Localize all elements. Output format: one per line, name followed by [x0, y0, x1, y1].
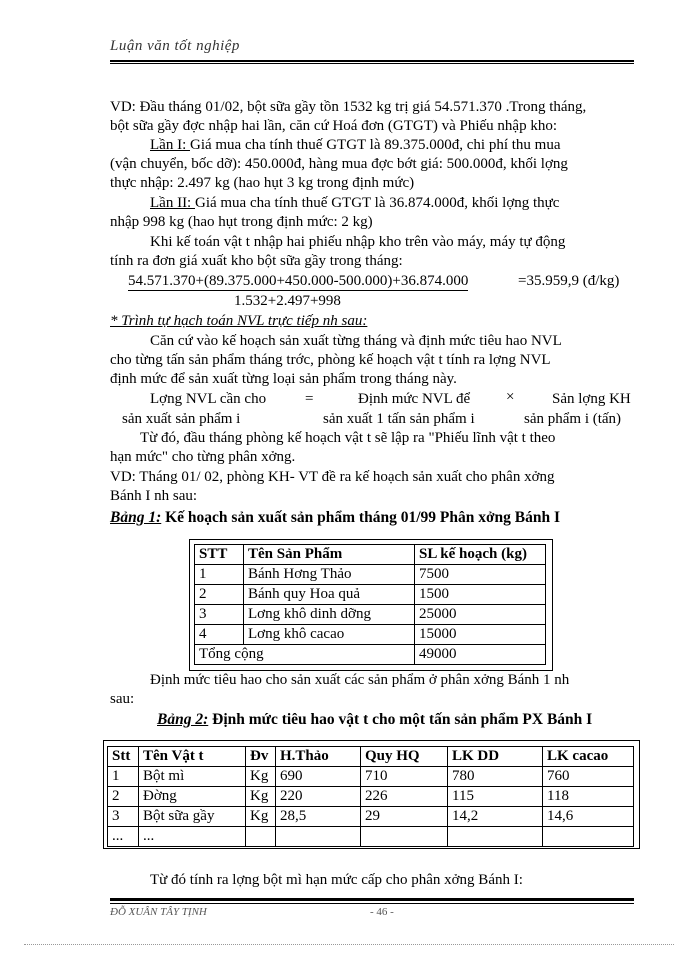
table2-cell: 14,2	[448, 807, 543, 827]
formula-numerator: 54.571.370+(89.375.000+450.000-500.000)+36.874.000	[128, 273, 469, 289]
table2-cell: 118	[543, 787, 634, 807]
table2-cell: 14,6	[543, 807, 634, 827]
table2-cell: Bột mì	[139, 767, 246, 787]
table2-header: Quy HQ	[361, 747, 448, 767]
page-number: - 46 -	[370, 906, 394, 918]
para-line: tính ra đơn giá xuất kho bột sữa gầy trong tháng:	[110, 253, 403, 269]
table2-cell	[276, 827, 361, 847]
table2-cell: ...	[139, 827, 246, 847]
table2-cell: 760	[543, 767, 634, 787]
para-line: cho từng tấn sản phẩm tháng trớc, phòng kế hoạch vật t tính ra lợng NVL	[110, 352, 551, 368]
table-row	[108, 827, 634, 847]
table1-cell: 2	[195, 585, 244, 605]
formula-term: Lợng NVL cần cho	[150, 391, 267, 407]
table2-cell	[543, 827, 634, 847]
para-line: Khi kế toán vật t nhập hai phiếu nhập kho trên vào máy, máy tự động	[150, 234, 566, 250]
table1-cell: Bánh quy Hoa quả	[244, 585, 415, 605]
table2-cell: 1	[108, 767, 139, 787]
table2-cell: 3	[108, 807, 139, 827]
table1-cell: 1	[195, 565, 244, 585]
table1-cell: Lơng khô cacao	[244, 625, 415, 645]
table2-cell: Kg	[246, 787, 276, 807]
table1-cell: 3	[195, 605, 244, 625]
table-row	[108, 787, 634, 807]
footer-author: ĐỖ XUÂN TÂY TỊNH	[110, 906, 207, 918]
running-header: Luận văn tốt nghiệp	[110, 38, 240, 54]
formula-result: =35.959,9 (đ/kg)	[518, 273, 620, 289]
lan-i-label: Lần I:	[150, 137, 190, 153]
page-edge	[24, 944, 674, 945]
table2-caption-label: Bảng 2:	[157, 711, 209, 728]
header-rule-thin	[110, 63, 634, 64]
table1-header: Tên Sản Phẩm	[244, 545, 415, 565]
table1-header: STT	[195, 545, 244, 565]
table2-cell: 710	[361, 767, 448, 787]
para-text: Giá mua cha tính thuế GTGT là 89.375.000đ, chi phí thu mua	[189, 137, 561, 153]
table2-cell: 28,5	[276, 807, 361, 827]
table2-cell: Bột sữa gầy	[139, 807, 246, 827]
table2-header: Đv	[246, 747, 276, 767]
table-row	[108, 767, 634, 787]
formula-term: Sản lợng KH	[552, 391, 631, 407]
table2-cell: 115	[448, 787, 543, 807]
table2	[107, 746, 634, 847]
para-line	[150, 136, 560, 156]
table2-cell: Kg	[246, 807, 276, 827]
table2-header: Tên Vật t	[139, 747, 246, 767]
section-heading: * Trình tự hạch toán NVL trực tiếp nh sau:	[110, 313, 368, 329]
para-line: sau:	[110, 691, 135, 707]
formula-term: Định mức NVL để	[358, 391, 471, 407]
lan-ii-label: Lần II:	[150, 195, 195, 211]
table-row	[195, 625, 546, 645]
formula-multiply: ×	[506, 389, 515, 405]
formula-term: sản xuất 1 tấn sản phẩm i	[323, 411, 475, 427]
table2-cell: 780	[448, 767, 543, 787]
table2-caption	[157, 710, 592, 730]
table2-cell: 226	[361, 787, 448, 807]
table2-header: LK cacao	[543, 747, 634, 767]
table-row-total	[195, 645, 546, 665]
table2-cell	[361, 827, 448, 847]
para-line: bột sữa gầy đợc nhập hai lần, căn cứ Hoá đơn (GTGT) và Phiếu nhập kho:	[110, 118, 558, 134]
footer-rule	[110, 898, 634, 901]
formula-equals: =	[305, 391, 314, 407]
para-line: VD: Đầu tháng 01/02, bột sữa gầy tồn 1532 kg trị giá 54.571.370 .Trong tháng,	[110, 99, 587, 115]
table1-cell: 1500	[415, 585, 546, 605]
para-line: Từ đó tính ra lợng bột mì hạn mức cấp cho phân xởng Bánh I:	[150, 872, 523, 888]
para-line: VD: Tháng 01/ 02, phòng KH- VT đề ra kế hoạch sản xuất cho phân xởng	[110, 469, 555, 485]
para-line: thực nhập: 2.497 kg (hao hụt 3 kg trong định mức)	[110, 175, 415, 191]
table1-cell: 25000	[415, 605, 546, 625]
table2-cell: 690	[276, 767, 361, 787]
para-line	[150, 194, 559, 214]
table-row	[195, 565, 546, 585]
para-line: Căn cứ vào kế hoạch sản xuất từng tháng và định mức tiêu hao NVL	[150, 333, 562, 349]
formula-term: sản xuất sản phẩm i	[122, 411, 241, 427]
para-line: Định mức tiêu hao cho sản xuất các sản phẩm ở phân xởng Bánh 1 nh	[150, 672, 570, 688]
table1-total-value: 49000	[415, 645, 546, 665]
table2-cell: 220	[276, 787, 361, 807]
table2-cell: 2	[108, 787, 139, 807]
table1-cell: Lơng khô dinh dỡng	[244, 605, 415, 625]
footer-rule-thin	[110, 903, 634, 904]
table1-caption-text: Kế hoạch sản xuất sản phẩm tháng 01/99 Phân xởng Bánh I	[161, 509, 561, 526]
formula-term: sản phẩm i (tấn)	[524, 411, 622, 427]
table2-caption-text: Định mức tiêu hao vật t cho một tấn sản phẩm PX Bánh I	[208, 711, 593, 728]
para-line: Bánh I nh sau:	[110, 488, 198, 504]
para-line: nhập 998 kg (hao hụt trong định mức: 2 kg)	[110, 214, 373, 230]
table2-header: H.Thảo	[276, 747, 361, 767]
table1-header: SL kế hoạch (kg)	[415, 545, 546, 565]
para-line: định mức để sản xuất từng loại sản phẩm trong tháng này.	[110, 371, 457, 387]
para-text: Giá mua cha tính thuế GTGT là 36.874.000đ, khối lợng thực	[194, 195, 560, 211]
header-rule	[110, 60, 634, 62]
table2-cell	[246, 827, 276, 847]
table1-cell: 7500	[415, 565, 546, 585]
table-row	[195, 585, 546, 605]
table1	[194, 544, 546, 665]
para-line: hạn mức" cho từng phân xởng.	[110, 449, 296, 465]
table2-header: Stt	[108, 747, 139, 767]
table1-caption-label: Bảng 1:	[110, 509, 162, 526]
table1-cell: Bánh Hơng Thảo	[244, 565, 415, 585]
table-row	[195, 605, 546, 625]
table2-cell: 29	[361, 807, 448, 827]
table2-header: LK DD	[448, 747, 543, 767]
para-line: Từ đó, đầu tháng phòng kế hoạch vật t sẽ lập ra "Phiếu lĩnh vật t theo	[140, 430, 556, 446]
para-line: (vận chuyển, bốc dỡ): 450.000đ, hàng mua đợc bớt giá: 500.000đ, khối lợng	[110, 156, 568, 172]
table1-total-label: Tổng cộng	[195, 645, 415, 665]
table1-cell: 4	[195, 625, 244, 645]
table1-caption	[110, 508, 560, 528]
table2-cell: Kg	[246, 767, 276, 787]
table2-cell: ...	[108, 827, 139, 847]
formula-denominator: 1.532+2.497+998	[234, 293, 341, 309]
table2-cell	[448, 827, 543, 847]
table-row	[108, 807, 634, 827]
table1-cell: 15000	[415, 625, 546, 645]
table2-cell: Đờng	[139, 787, 246, 807]
